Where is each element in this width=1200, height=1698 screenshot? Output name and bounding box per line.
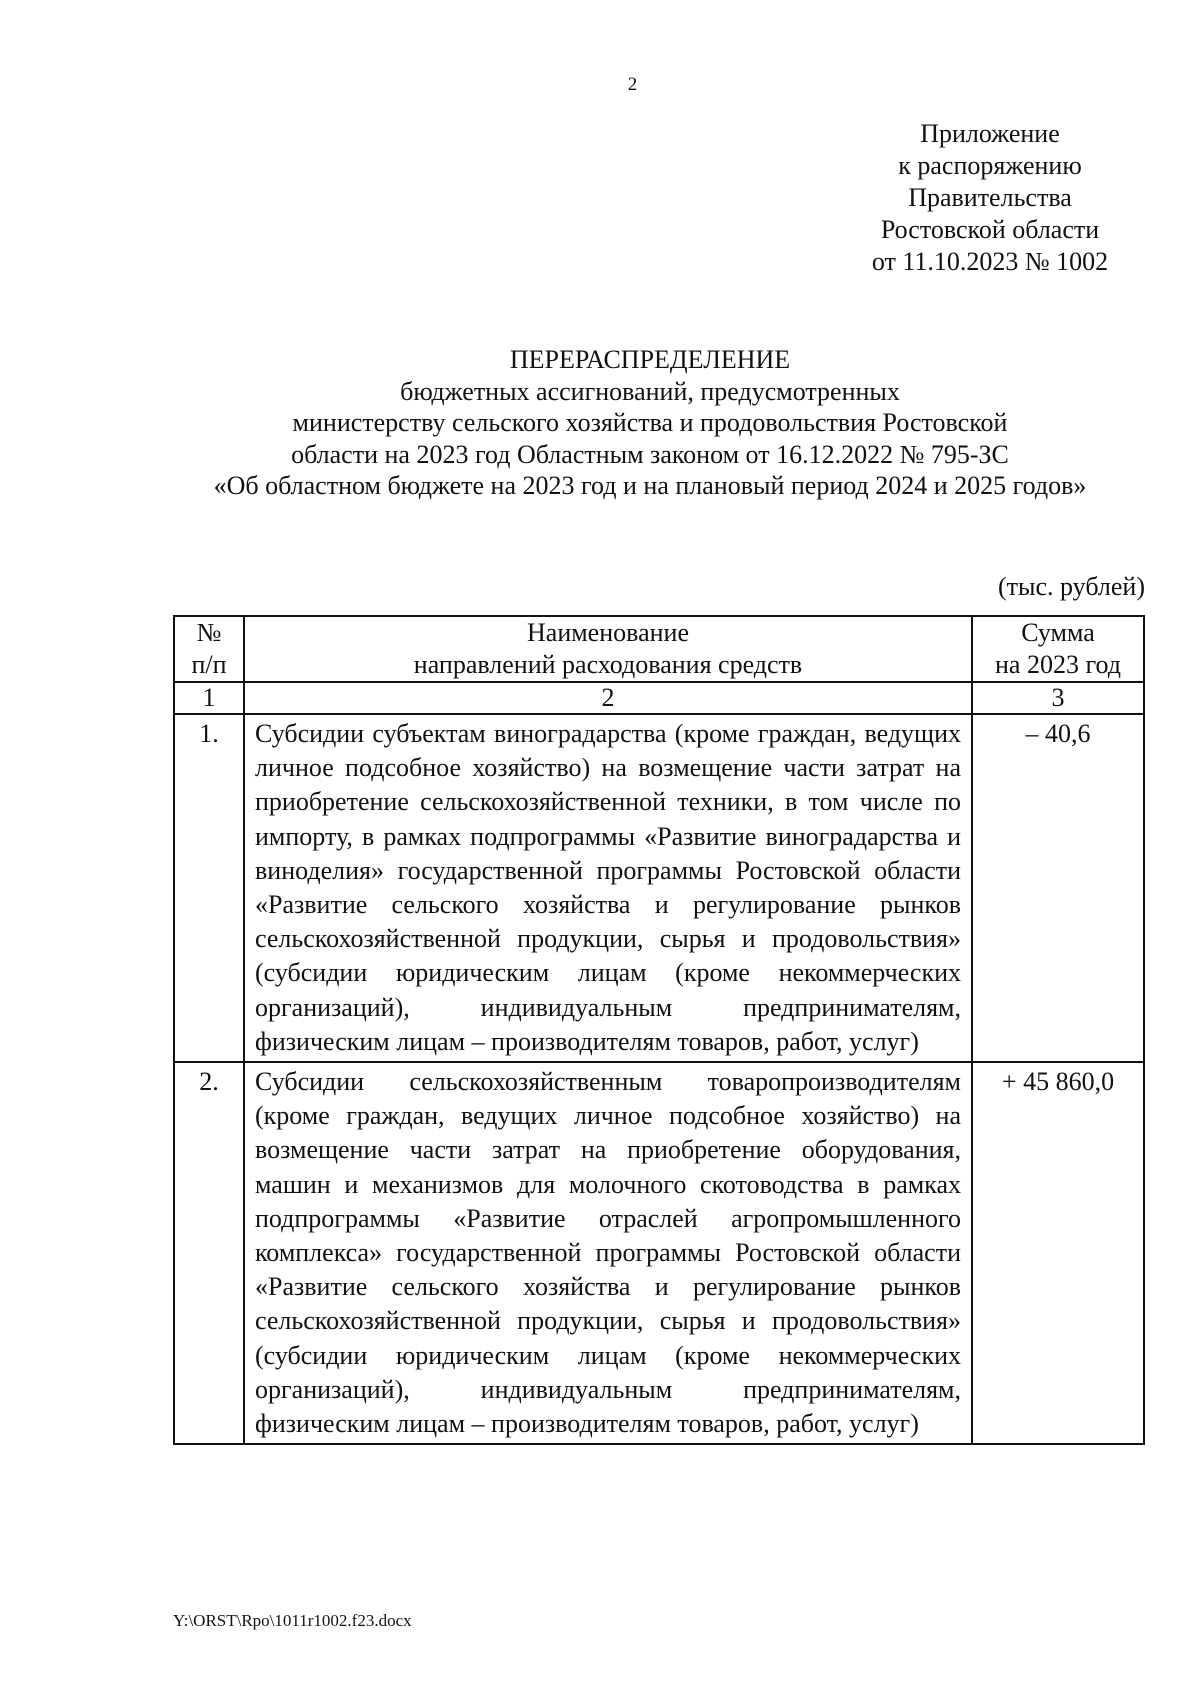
title-heading: ПЕРЕРАСПРЕДЕЛЕНИЕ (509, 345, 791, 374)
title-line: области на 2023 год Областным законом от 16.12.2022 № 795-ЗС (291, 439, 1009, 469)
header-sum-line: на 2023 год (995, 650, 1121, 679)
header-name-line: Наименование (527, 618, 689, 647)
column-index-cell: 2 (244, 682, 972, 714)
appendix-line: Правительства (908, 183, 1072, 212)
appendix-line: Ростовской области (880, 215, 1100, 244)
header-name (244, 616, 972, 682)
row-number: 2. (174, 1062, 244, 1444)
title-line: бюджетных ассигнований, предусмотренных (400, 376, 900, 406)
appendix-block (790, 118, 1190, 278)
header-name-line: направлений расходования средств (413, 650, 803, 679)
page-number: 2 (627, 74, 638, 95)
row-description: Субсидии субъектам виноградарства (кроме граждан, ведущих личное подсобное хозяйство) на возмещение части затрат на приобретение сельскохозяйственной техники, в том числе по импорту, в рамках подпрограммы «Развитие виноградарства и виноделия» государственной программы Ростовской области «Развитие сельского хозяйства и регулирование рынков сельскохозяйственной продукции, сырья и продовольствия» (субсидии юридическим лицам (кроме некоммерческих организаций), индивидуальным предпринимателям, физическим лицам – производителям товаров, работ, услуг) (244, 714, 972, 1062)
header-num-line: п/п (191, 650, 227, 679)
table-row (174, 714, 1144, 1062)
appendix-line: Приложение (920, 119, 1060, 148)
table-row (174, 1062, 1144, 1444)
header-sum (972, 616, 1144, 682)
column-index-cell: 1 (174, 682, 244, 714)
row-description: Субсидии сельскохозяйственным товаропроизводителям (кроме граждан, ведущих личное подсобное хозяйство) на возмещение части затрат на приобретение оборудования, машин и механизмов для молочного скотоводства в рамках подпрограммы «Развитие отраслей агропромышленного комплекса» государственной программы Ростовской области «Развитие сельского хозяйства и регулирование рынков сельскохозяйственной продукции, сырья и продовольствия» (субсидии юридическим лицам (кроме некоммерческих организаций), индивидуальным предпринимателям, физическим лицам – производителям товаров, работ, услуг) (244, 1062, 972, 1444)
file-path-footer: Y:\ORST\Rpo\1011r1002.f23.docx (173, 1611, 412, 1630)
header-num (174, 616, 244, 682)
row-amount: – 40,6 (972, 714, 1144, 1062)
table-header-row (174, 616, 1144, 682)
row-amount: + 45 860,0 (972, 1062, 1144, 1444)
document-title (160, 344, 1140, 502)
appendix-line: от 11.10.2023 № 1002 (871, 247, 1109, 276)
column-index-cell: 3 (972, 682, 1144, 714)
header-num-line: № (196, 618, 222, 647)
title-line: «Об областном бюджете на 2023 год и на плановый период 2024 и 2025 годов» (213, 471, 1087, 500)
row-number: 1. (174, 714, 244, 1062)
column-index-row (174, 682, 1144, 714)
appendix-line: к распоряжению (898, 151, 1082, 180)
units-label: (тыс. рублей) (997, 572, 1145, 601)
header-sum-line: Сумма (1021, 618, 1095, 647)
redistribution-table (173, 615, 1145, 1445)
title-line: министерству сельского хозяйства и продовольствия Ростовской (292, 408, 1008, 437)
